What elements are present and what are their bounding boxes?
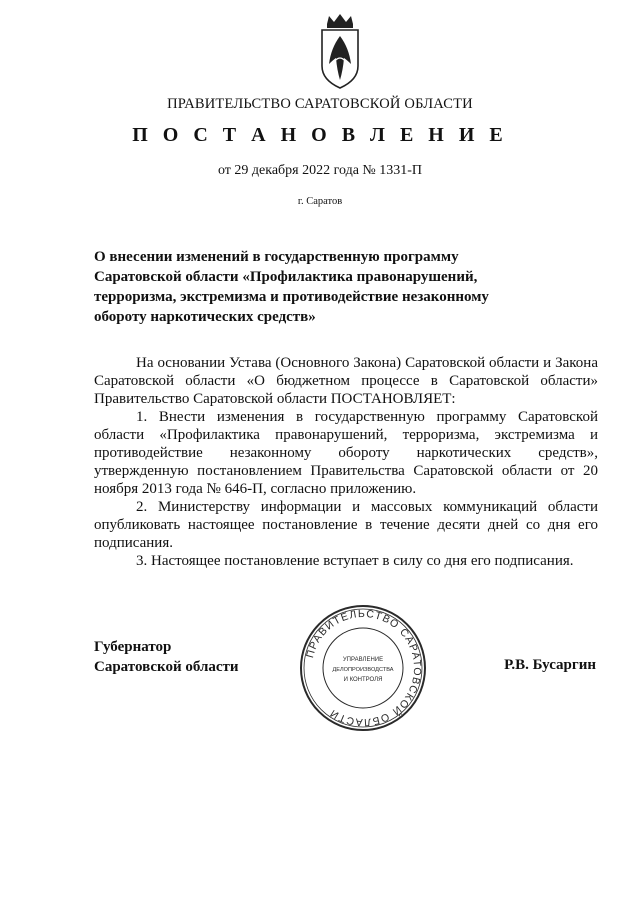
body-paragraph: 2. Министерству информации и массовых коммуникаций области опубликовать настоящее постановление в течение десяти дней со дня его подписания. xyxy=(94,499,598,551)
document-subject: О внесении изменений в государственную программу Саратовской области «Профилактика правонарушений, терроризма, экстремизма и противодействие незаконному обороту наркотических средств» xyxy=(94,249,489,325)
document-body xyxy=(94,354,598,570)
signatory-name: Р.В. Бусаргин xyxy=(504,657,596,673)
document-city: г. Саратов xyxy=(297,196,343,207)
document-date-number: от 29 декабря 2022 года № 1331-П xyxy=(217,163,423,178)
body-paragraph: 1. Внести изменения в государственную программу Саратовской области «Профилактика правонарушений, терроризма, экстремизма и противодействие незаконному обороту наркотических средств», утвержденную постановлением Правительства Саратовской области от 20 ноября 2013 года № 646-П, согласно приложению. xyxy=(94,409,598,497)
signatory-position xyxy=(94,637,239,677)
saratov-coat-of-arms-icon xyxy=(315,14,365,94)
seal-center-line: ДЕЛОПРОИЗВОДСТВА xyxy=(332,667,394,673)
body-paragraph: На основании Устава (Основного Закона) Саратовской области и Закона Саратовской области «О бюджетном процессе в Саратовской области» Правительство Саратовской области ПОСТАНОВЛЯЕТ: xyxy=(94,355,598,407)
seal-center-line: УПРАВЛЕНИЕ xyxy=(342,657,384,663)
signatory-position-line: Саратовской области xyxy=(94,659,239,675)
document-type: П О С Т А Н О В Л Е Н И Е xyxy=(132,124,508,146)
seal-ring-text: ПРАВИТЕЛЬСТВО САРАТОВСКОЙ ОБЛАСТИ xyxy=(304,607,424,729)
signatory-position-line: Губернатор xyxy=(94,639,172,655)
seal-center-line: И КОНТРОЛЯ xyxy=(343,677,383,683)
government-title: ПРАВИТЕЛЬСТВО САРАТОВСКОЙ ОБЛАСТИ xyxy=(167,96,473,112)
official-seal-stamp xyxy=(298,603,428,733)
body-paragraph: 3. Настоящее постановление вступает в силу со дня его подписания. xyxy=(136,553,574,569)
